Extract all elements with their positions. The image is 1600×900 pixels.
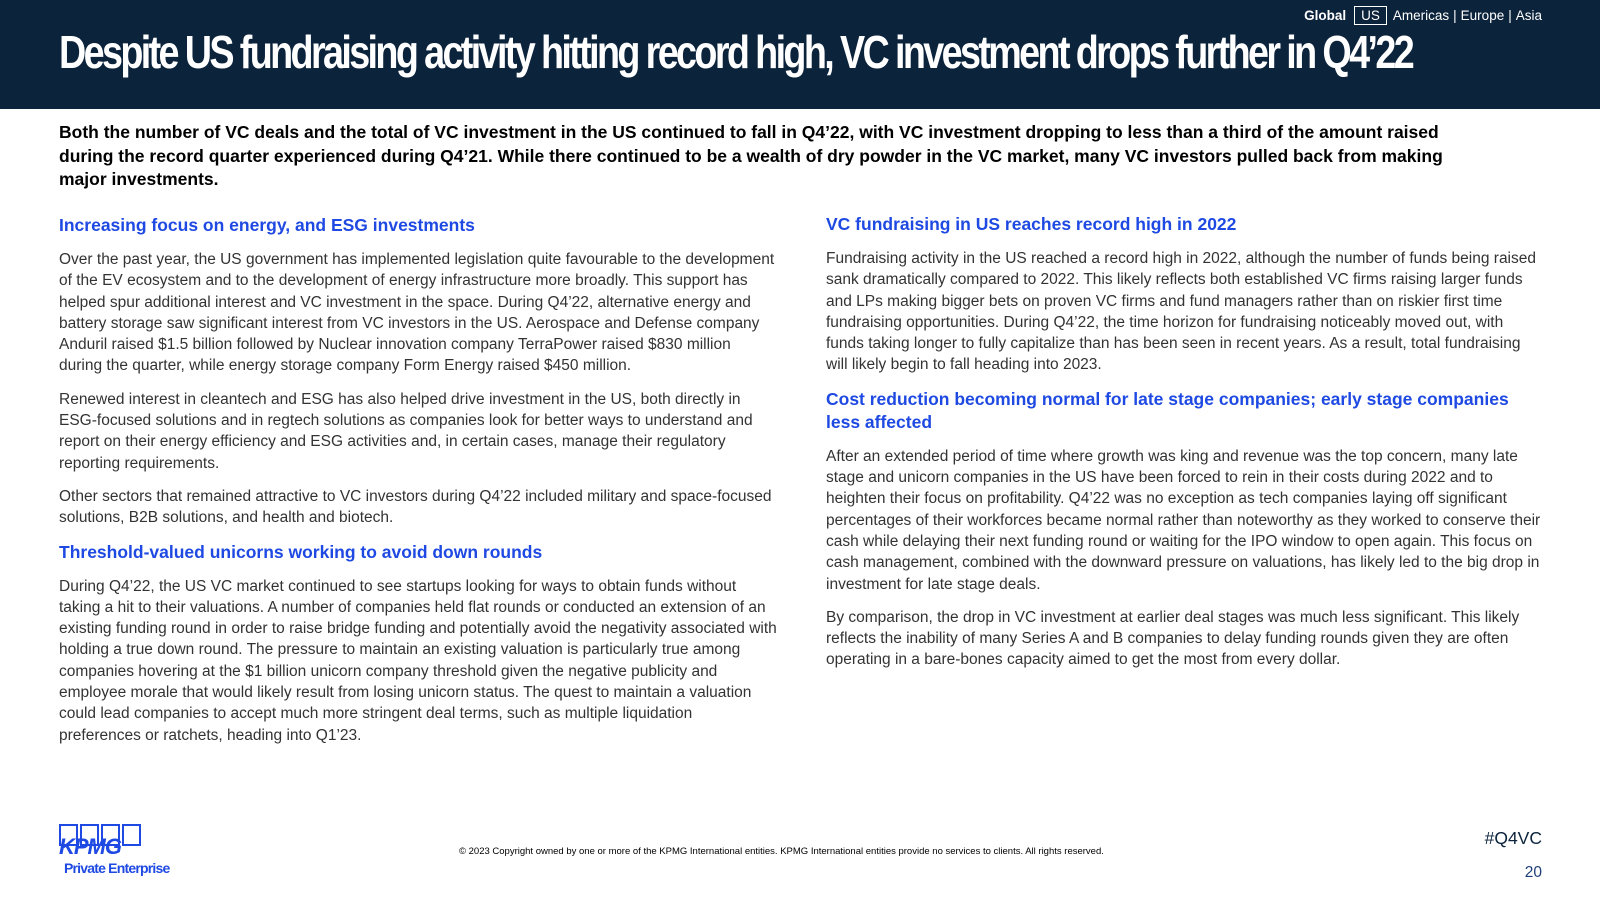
right-column — [826, 213, 1544, 683]
region-nav — [1304, 6, 1542, 25]
body-paragraph: After an extended period of time where growth was king and revenue was the top concern, many late stage and unicorn companies in the US have been forced to rein in their costs during 2022 and to heighten their focus on profitability. Q4’22 was no exception as tech companies laying off significant percentages of their workforces became normal rather than noteworthy as they worked to conserve their cash while delaying their next funding round or waiting for the IPO window to open again. This focus on cash management, combined with the downward pressure on valuations, has likely led to the big drop in investment for late stage deals. — [826, 447, 1541, 593]
kpmg-logo — [59, 824, 169, 880]
region-separator: | — [1508, 8, 1512, 23]
body-paragraph: Over the past year, the US government has implemented legislation quite favourable to the development of the EV ecosystem and to the development of energy infrastructure more broadly. This support has helped spur additional interest and VC investment in the space. During Q4’22, alternative energy and battery storage saw significant interest from VC investors in the US. Aerospace and Defense company Anduril raised $1.5 billion followed by Nuclear innovation company TerraPower raised $830 million during the quarter, while energy storage company Form Energy raised $450 million. — [59, 251, 775, 375]
section-heading-cost-reduction: Cost reduction becoming normal for late stage companies; early stage companies less affected — [826, 388, 1509, 432]
kpmg-logo-subtitle: Private Enterprise — [64, 860, 170, 876]
hashtag-label: #Q4VC — [1484, 828, 1542, 848]
body-paragraph: Renewed interest in cleantech and ESG has also helped drive investment in the US, both directly in ESG-focused solutions and in regtech solutions as companies look for better ways to understand and report on their energy efficiency and ESG activities and, in certain cases, manage their regulatory reporting requirements. — [59, 390, 753, 472]
section-heading-fundraising: VC fundraising in US reaches record high in 2022 — [826, 214, 1237, 234]
body-paragraph: During Q4’22, the US VC market continued to see startups looking for ways to obtain funds without taking a hit to their valuations. A number of companies held flat rounds or conducted an extension of an existing funding round in order to raise bridge funding and potentially avoid the negativity associated with holding a true down round. The pressure to maintain an existing valuation is particularly true among companies hovering at the $1 billion unicorn company threshold given the negative publicity and employee morale that would likely result from losing unicorn status. The quest to maintain a valuation could lead companies to accept much more stringent deal terms, such as multiple liquidation preferences or ratchets, heading into Q1’23. — [59, 577, 777, 744]
region-europe-link[interactable]: Europe — [1460, 8, 1505, 23]
region-asia-link[interactable]: Asia — [1515, 8, 1542, 23]
body-paragraph: Fundraising activity in the US reached a record high in 2022, although the number of funds being raised sank dramatically compared to 2022. This likely reflects both established VC firms raising larger funds and LPs making bigger bets on proven VC firms and fund managers rather than on riskier first time fundraising opportunities. During Q4’22, the time horizon for fundraising noticeably moved out, with funds taking longer to fully capitalize than has been seen in recent years. As a result, total fundraising will likely begin to fall heading into 2023. — [826, 250, 1536, 374]
region-separator: | — [1453, 8, 1457, 23]
body-paragraph: By comparison, the drop in VC investment at earlier deal stages was much less significant. This likely reflects the inability of many Series A and B companies to delay funding rounds given they are often operating in a bare-bones capacity aimed to get the most from every dollar. — [826, 608, 1520, 669]
copyright-notice: © 2023 Copyright owned by one or more of the KPMG International entities. KPMG International entities provide no services to clients. All rights reserved. — [459, 846, 1104, 857]
body-paragraph: Other sectors that remained attractive to VC investors during Q4’22 included military and space-focused solutions, B2B solutions, and health and biotech. — [59, 487, 772, 527]
region-global-link[interactable]: Global — [1304, 8, 1347, 23]
region-us-link-active[interactable]: US — [1354, 6, 1387, 25]
page-number: 20 — [1524, 864, 1542, 881]
page-title: Despite US fundraising activity hitting record high, VC investment drops further in Q4’22 — [59, 26, 1413, 78]
section-heading-unicorns: Threshold-valued unicorns working to avoid down rounds — [59, 541, 543, 562]
kpmg-wordmark: KPMG — [59, 834, 121, 859]
section-heading-energy-esg: Increasing focus on energy, and ESG investments — [59, 215, 475, 235]
region-americas-link[interactable]: Americas — [1392, 8, 1450, 23]
header-bar — [0, 0, 1600, 109]
left-column — [59, 214, 777, 758]
intro-summary: Both the number of VC deals and the total of VC investment in the US continued to fall in Q4’22, with VC investment dropping to less than a third of the amount raised during the record quarter experienced during Q4’21. While there continued to be a wealth of dry powder in the VC market, many VC investors pulled back from making major investments. — [59, 122, 1443, 189]
